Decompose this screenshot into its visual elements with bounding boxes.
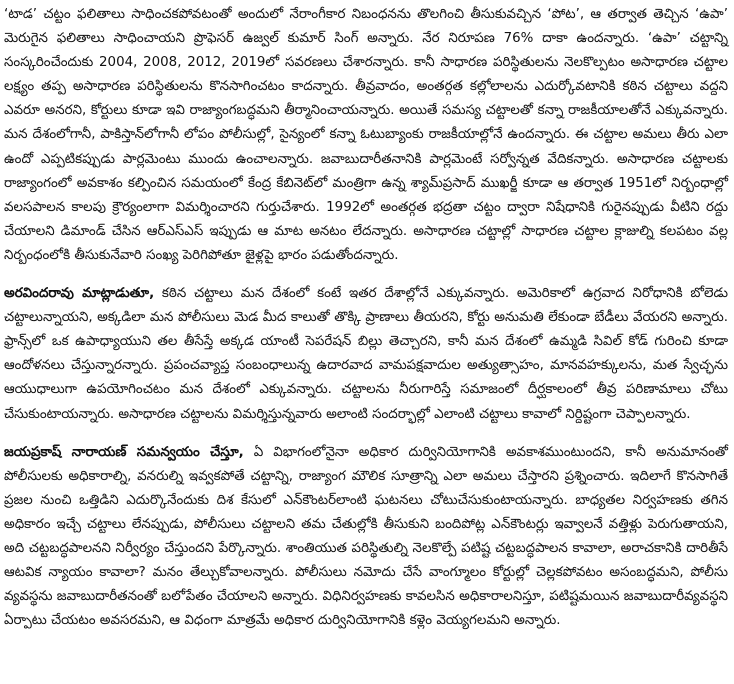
paragraph-text: కఠిన చట్టాలు మన దేశంలో కంటే ఇతర దేశాల్లోనే ఎక్కువన్నారు. అమెరికాలో ఉగ్రవాద నిరోధానికి బోలెడు చట్టాలున్నాయని, అక్కడిలా మన పోలీసులు మెడ మీద కాలుతో తొక్కి ప్రాణాలు తీయరని, కోర్టు అనుమతి లేకుండా బేడీలు వేయరని అన్నారు. ఫ్రాన్స్‌లో ఒక ఉపాధ్యాయుని తల తీసేస్తే అక్కడ యాంటీ సెపరేషన్ బిల్లు తెచ్చారని, కానీ మన దేశంలో ఉమ్మడి సివిల్ కోడ్ గురించి కూడా ఆందోళనలు చేస్తున్నారన్నారు. ప్రపంచవ్యాప్త సంబంధాలున్న ఉదారవాద వామపక్షవాదుల అత్యుత్సాహం, మానవహక్కులను, మత స్వేచ్ఛను ఆయుధాలుగా ఉపయోగించటం మన దేశంలో ఎక్కువన్నారు. చట్టాలను నీరుగారిస్తే సమాజంలో దీర్ఘకాలంలో తీవ్ర పరిణామాలు చోటు చేసుకుంటాయన్నారు. అసాధారణ చట్టాలను విమర్శిస్తున్నవారు అలాంటి సందర్భాల్లో ఎలాంటి చట్టాలు కావాలో నిర్దిష్టంగా చెప్పాలన్నారు.: [4, 286, 729, 422]
paragraph-text: ఏ విభాగంలోనైనా అధికార దుర్వినియోగానికి అవకాశముంటుందని, కానీ అనుమానంతో పోలీసులకు అధికారాల్ని, వనరుల్ని ఇవ్వకపోతే చట్టాన్ని, రాజ్యాంగ మౌలిక సూత్రాన్ని ఎలా అమలు చేస్తారని ప్రశ్నించారు. ఇదిలాగే కొనసాగితే ప్రజల నుంచి ఒత్తిడిని ఎదుర్కొనేందుకు దిశ కేసులో ఎన్‌కౌంటర్‌లాంటి ఘటనలు చోటుచేసుకుంటాయన్నారు. బాధ్యతల నిర్వహణకు తగిన అధికారం ఇచ్చే చట్టాలు లేనప్పుడు, పోలీసులు చట్టాలని తమ చేతుల్లోకి తీసుకుని బందిపోట్ల ఎన్‌కౌంటర్లు ఇవ్వాలనే వత్తిళ్లు పెరుగుతాయని, అది చట్టబద్ధపాలనని నిర్వీర్యం చేస్తుందని పేర్కొన్నారు. శాంతియుత పరిస్థితుల్ని నెలకొల్పే పటిష్ట చట్టబద్ధపాలన కావాలా, అరాచకానికి దారితీసే ఆటవిక న్యాయం కావాలా? మనం తేల్చుకోవాలన్నారు. పోలీసులు నమోదు చేసే వాంగ్మూలం కోర్టుల్లో చెల్లకపోవటం అసంబద్ధమని, పోలీసు వ్యవస్థను జవాబుదారీతనంతో బలోపేతం చేయాలని అన్నారు. విధినిర్వహణకు కావలసిన అధికారాలనిస్తూ, పటిష్టమయిన జవాబుదారీవ్యవస్థని ఏర్పాటు చేయటం అవసరమని, ఆ విధంగా మాత్రమే అధికార దుర్వినియోగానికి కళ్లెం వెయ్యగలమని అన్నారు.: [4, 444, 728, 629]
paragraph-text: ‘టాడ’ చట్టం ఫలితాలు సాధించకపోవటంతో అందులో నేరాంగీకార నిబంధనను తొలగించి తీసుకువచ్చిన ‘పోట’, ఆ తర్వాత తెచ్చిన ‘ఉపా’ మెరుగైన ఫలితాలు సాధించాయని ప్రొఫెసర్ ఉజ్వల్ కుమార్ సింగ్ అన్నారు. నేర నిరూపణ 76% దాకా ఉందన్నారు. ‘ఉపా’ చట్టాన్ని సంస్కరించేందుకు 2004, 2008, 2012, 2019లో సవరణలు చేశారన్నారు. కానీ సాధారణ పరిస్థితులను నెలకొల్పటం అసాధారణ చట్టాల లక్ష్యం తప్ప అసాధారణ పరిస్థితులను కొనసాగించటం కాదన్నారు. తీవ్రవాదం, అంతర్గత కల్లోలాలను ఎదుర్కోవటానికి కఠిన చట్టాలు వద్దని ఎవరూ అనరని, కోర్టులు కూడా ఇవి రాజ్యాంగబద్ధమని తీర్మానించాయన్నారు. అయితే సమస్య చట్టాలతో కన్నా రాజకీయాలతోనే ఎక్కువన్నారు. మన దేశంలోగానీ, పాకిస్తాన్‌లోగానీ లోపం పోలీసుల్లో, సైన్యంలో కన్నా ఓటుబ్యాంకు రాజకీయాల్లోనే ఉందన్నారు. ఈ చట్టాల అమలు తీరు ఎలా ఉందో ఎప్పటికప్పుడు పార్లమెంటు ముందు ఉంచాలన్నారు. జవాబుదారీతనానికి పార్లమెంటే సర్వోన్నత వేదికన్నారు. అసాధారణ చట్టాలకు రాజ్యాంగంలో అవకాశం కల్పించిన సమయంలో కేంద్ర కేబినెట్‌లో మంత్రిగా ఉన్న శ్యామ్‌ప్రసాద్ ముఖర్జీ కూడా ఆ తర్వాత 1951లో నిర్బంధాల్లో వలసపాలన కాలపు క్రౌర్యంలాగా విమర్శించారని గుర్తుచేశారు. 1992లో అంతర్గత భద్రతా చట్టం ద్వారా నిషేధానికి గురైనప్పుడు వీటిని రద్దు చేయాలని డిమాండ్ చేసిన ఆర్ఎస్ఎస్ ఇప్పుడు ఆ మాట అనటం లేదన్నారు. అసాధారణ చట్టాల్లో సాధారణ చట్టాల క్లాజుల్ని కలపటం వల్ల నిర్బంధంలోకి తీసుకునేవారి సంఖ్య పెరిగిపోతూ జైళ్లపై భారం పడుతోందన్నారు.: [4, 7, 728, 263]
article-body: [4, 3, 728, 633]
paragraph-ujjwal-kumar-singh: [4, 3, 728, 268]
paragraph-gap: [4, 427, 728, 441]
paragraph-aravinda-rao: [4, 282, 728, 427]
paragraph-gap: [4, 268, 728, 282]
speaker-lead: అరవిందరావు మాట్లాడుతూ,: [4, 286, 155, 302]
paragraph-jayaprakash-narayan: [4, 441, 728, 634]
speaker-lead: జయప్రకాష్ నారాయణ్ సమన్వయం చేస్తూ,: [4, 444, 244, 460]
